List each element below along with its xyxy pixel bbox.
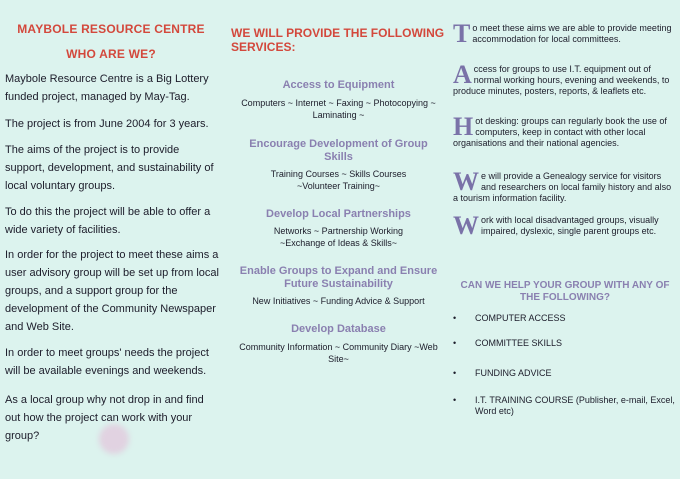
- paragraph-text: ot desking: groups can regularly book the use of computers, keep in contact with other local organisations and their national agencies.: [453, 116, 667, 148]
- aims-paragraph: The aims of the project is to provide support, development, and sustainability of local voluntary groups.: [5, 144, 214, 192]
- drop-in-paragraph: As a local group why not drop in and find out how the project can work with your group?: [5, 394, 204, 442]
- availability-paragraph: In order to meet groups' needs the project will be available evenings and weekends.: [5, 347, 209, 377]
- service-heading-group-skills: Encourage Development of Group Skills: [249, 138, 428, 163]
- drop-cap: T: [453, 19, 471, 48]
- who-are-we-heading: WHO ARE WE?: [66, 47, 156, 61]
- help-item-label: I.T. TRAINING COURSE (Publisher, e-mail, Excel, Word etc): [475, 395, 675, 416]
- duration-paragraph: The project is from June 2004 for 3 years.: [5, 118, 209, 130]
- paragraph-text: e will provide a Genealogy service for visitors and researchers on local family history and also a tourism information facility.: [453, 171, 672, 203]
- bullet: •: [453, 338, 457, 348]
- service-heading-partnerships: Develop Local Partnerships: [266, 208, 411, 220]
- service-detail-database: Community Information ~ Community Diary ~Web Site~: [239, 342, 438, 364]
- paragraph-text: ccess for groups to use I.T. equipment out of normal working hours, evening and weekends, to produce minutes, posters, reports, & leaflets etc.: [453, 64, 670, 96]
- help-item-label: COMMITTEE SKILLS: [475, 338, 563, 348]
- advisory-group-paragraph: In order for the project to meet these aims a user advisory group will be set up from local groups, and a support group for the development of the Community Newspaper and Web Site.: [5, 249, 219, 333]
- drop-cap: A: [453, 60, 472, 89]
- service-heading-equipment: Access to Equipment: [282, 79, 395, 91]
- service-detail-sustainability: New Initiatives ~ Funding Advice & Support: [252, 296, 425, 306]
- equipment-access-paragraph: [453, 60, 675, 97]
- bullet: •: [453, 368, 457, 378]
- drop-cap: W: [453, 211, 479, 240]
- paragraph-text: o meet these aims we are able to provide meeting accommodation for local committees.: [472, 23, 672, 44]
- service-detail-partnerships: Networks ~ Partnership Working ~Exchange of Ideas & Skills~: [273, 226, 404, 248]
- help-heading: CAN WE HELP YOUR GROUP WITH ANY OF THE FOLLOWING?: [460, 280, 670, 303]
- pink-smudge: [99, 424, 129, 454]
- service-detail-equipment: Computers ~ Internet ~ Faxing ~ Photocopying ~ Laminating ~: [241, 98, 436, 120]
- help-item-label: FUNDING ADVICE: [475, 368, 552, 378]
- paragraph-text: ork with local disadvantaged groups, visually impaired, dyslexic, single parent groups etc.: [481, 215, 659, 236]
- service-detail-group-skills: Training Courses ~ Skills Courses ~Volunteer Training~: [270, 169, 407, 191]
- bullet: •: [453, 395, 457, 405]
- intro-paragraph: Maybole Resource Centre is a Big Lottery funded project, managed by May-Tag.: [5, 73, 209, 103]
- service-heading-database: Develop Database: [291, 323, 386, 335]
- services-title: WE WILL PROVIDE THE FOLLOWING SERVICES:: [231, 26, 445, 54]
- accommodation-paragraph: [453, 19, 675, 48]
- help-item-label: COMPUTER ACCESS: [475, 313, 566, 323]
- bullet: •: [453, 313, 457, 323]
- service-heading-sustainability: Enable Groups to Expand and Ensure Future Sustainability: [239, 265, 438, 290]
- facilities-paragraph: To do this the project will be able to offer a wide variety of facilities.: [5, 206, 211, 236]
- drop-cap: W: [453, 167, 479, 196]
- disadvantaged-groups-paragraph: [453, 211, 675, 240]
- centre-title: MAYBOLE RESOURCE CENTRE: [17, 22, 205, 36]
- drop-cap: H: [453, 112, 474, 141]
- hot-desking-paragraph: [453, 112, 675, 149]
- genealogy-paragraph: [453, 167, 675, 204]
